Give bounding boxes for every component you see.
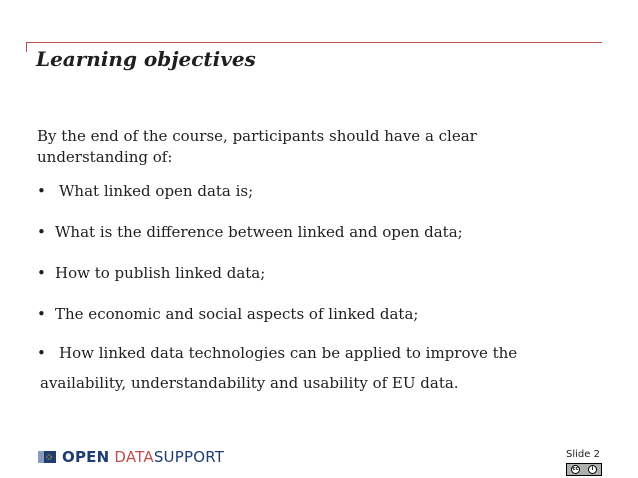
- slide-number: Slide 2: [566, 449, 600, 460]
- slide-title: Learning objectives: [36, 47, 256, 71]
- bullet-symbol: •: [37, 264, 46, 282]
- bullet-item-3: [37, 263, 265, 284]
- bullet-item-4: [37, 304, 418, 325]
- bullet-item-1: [37, 181, 253, 202]
- cc-circle-icon: cc: [572, 466, 579, 472]
- bullet-text: How to publish linked data;: [55, 264, 266, 282]
- bullet-text: What is the difference between linked and open data;: [55, 223, 463, 241]
- intro-text: By the end of the course, participants should have a clear understanding of:: [37, 127, 477, 166]
- logo-open-text: OPEN: [62, 448, 110, 466]
- bullet-text: What linked open data is;: [59, 182, 254, 200]
- bullet-item-5: [37, 343, 517, 364]
- bullet-text: The economic and social aspects of linked data;: [55, 305, 419, 323]
- bullet-symbol: •: [37, 182, 46, 200]
- logo-support-text: SUPPORT: [153, 448, 225, 466]
- open-data-support-logo: [38, 447, 224, 467]
- bullet-text: How linked data technologies can be applied to improve the: [59, 344, 518, 362]
- title-rule-vertical: [26, 42, 27, 52]
- bullet-symbol: •: [37, 223, 46, 241]
- bullet-item-2: [37, 222, 463, 243]
- eu-flag-icon: [38, 450, 56, 464]
- creative-commons-icon: [566, 463, 602, 476]
- title-rule-horizontal: [26, 42, 602, 43]
- bullet-symbol: •: [37, 344, 46, 362]
- logo-wordmark: [62, 448, 224, 466]
- bullet-symbol: •: [37, 305, 46, 323]
- bullet-item-5-continuation: availability, understandability and usability of EU data.: [40, 374, 459, 392]
- logo-data-text: DATA: [114, 448, 154, 466]
- attribution-icon: i: [588, 465, 597, 474]
